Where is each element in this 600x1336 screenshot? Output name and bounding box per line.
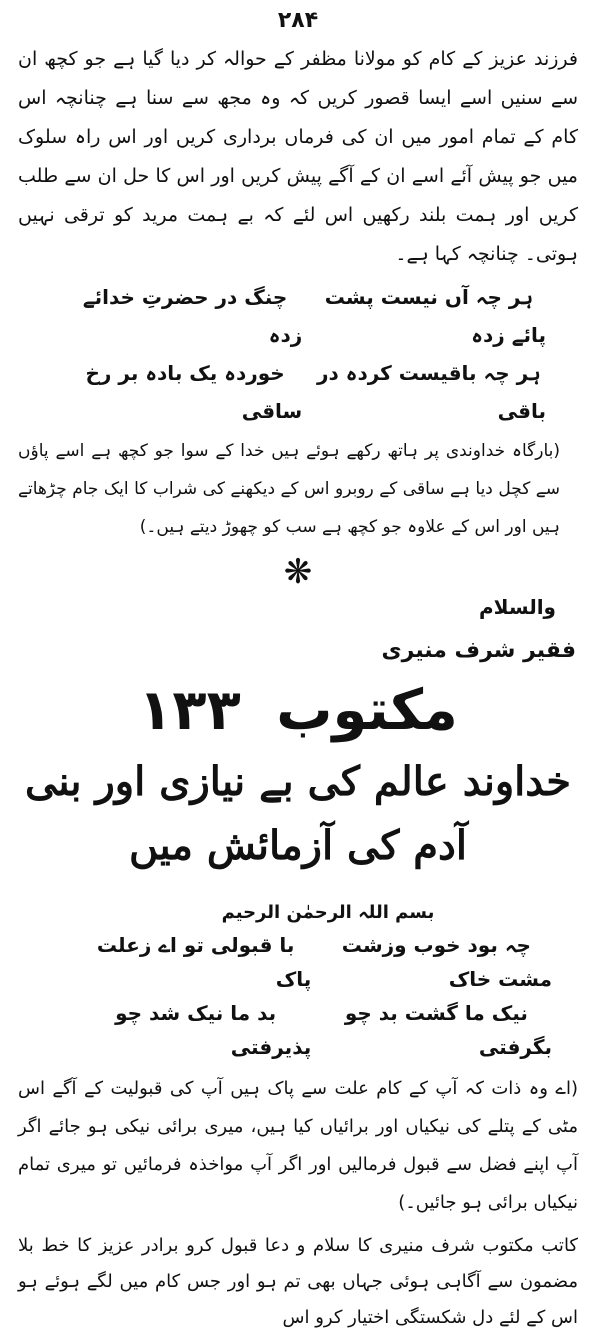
verse-block-2: [18, 928, 578, 1064]
verse-hemistich-right: با قبولی تو اے زعلت پاک: [96, 933, 312, 991]
verse-couplet: [68, 278, 546, 354]
closing-salutation: والسلام: [479, 595, 556, 619]
letter-number: ۱۳۳: [138, 678, 241, 743]
letter-body-paragraph: کاتب مکتوب شرف منیری کا سلام و دعا قبول کرو برادر عزیز کا خط بلا مضمون سے آگاہی ہوئی جہاں بھی تم ہو اور جس کام میں لگے ہوئے ہو اس کے لئے دل شکستگی اختیار کرو اس: [18, 1235, 578, 1328]
letter-label: مکتوب: [276, 678, 458, 743]
author-signature: فقیر شرف منیری: [381, 638, 576, 663]
verse-couplet: [80, 928, 552, 996]
intro-paragraph: فرزند عزیز کے کام کو مولانا مظفر کے حوالہ کر دیا گیا ہے جو کچھ ان سے سنیں اسے ایسا قصور کریں کہ وہ مجھ سے سنا ہے چنانچہ اس کام کے تمام امور میں ان کی فرماں برداری کریں اور اس راہ سلوک میں جو پیش آئے اسے ان کے آگے پیش کریں اور اس کا حل ان سے طلب کریں اور ہمت بلند رکھیں اس لئے کہ بے ہمت مرید کو ترقی نہیں ہوتی۔ چنانچہ کہا ہے۔: [18, 48, 578, 265]
verse-hemistich-left: چہ بود خوب وزشت مشت خاک: [341, 933, 552, 991]
verse-hemistich-left: نیک ما گشت بد چو بگرفتی: [344, 1001, 552, 1059]
bismillah: بسم اللہ الرحمٰن الرحیم: [221, 902, 435, 923]
verse-couplet: [68, 354, 546, 430]
verse-block-1: [18, 278, 578, 430]
verse-hemistich-right: خوردہ یک بادہ بر رخ ساقی: [85, 361, 303, 423]
verse-translation-1: (بارگاہ خداوندی پر ہاتھ رکھے ہوئے ہیں خدا کے سوا جو کچھ ہے اسے پاؤں سے کچل دیا ہے ساقی کے روبرو اس کے دیکھنے کی شراب کا ایک جام چڑھاتے ہیں اور اس کے علاوہ جو کچھ ہے سب کو چھوڑ دیتے ہیں۔): [18, 441, 560, 537]
verse-hemistich-left: ہر چہ باقیست کردہ در باقی: [317, 361, 546, 423]
letter-title: [18, 674, 578, 748]
verse-translation-2: (اے وہ ذات کہ آپ کے کام علت سے پاک ہیں آپ کی قبولیت کے آگے اس مٹی کے پتلے کی نیکیاں اور برائیاں کیا ہیں، میری برائی نیکی ہو جائے اگر آپ اپنے فضل سے قبول فرمالیں اور اگر آپ مواخذہ فرمائیں تو میری تمام نیکیاں برائی ہو جائیں۔): [18, 1078, 578, 1213]
star-ornament-icon: ❋: [283, 552, 313, 592]
letter-heading: خداوند عالم کی بے نیازی اور بنی آدم کی آزمائش میں: [25, 758, 571, 869]
verse-hemistich-right: بد ما نیک شد چو پذیرفتی: [115, 1001, 312, 1059]
verse-hemistich-left: ہر چہ آں نیست پشت پائے زدہ: [324, 285, 546, 347]
verse-couplet: [80, 996, 552, 1064]
verse-hemistich-right: چنگ در حضرتِ خدائے زدہ: [82, 285, 303, 347]
page-number: ۲۸۴: [277, 8, 319, 33]
